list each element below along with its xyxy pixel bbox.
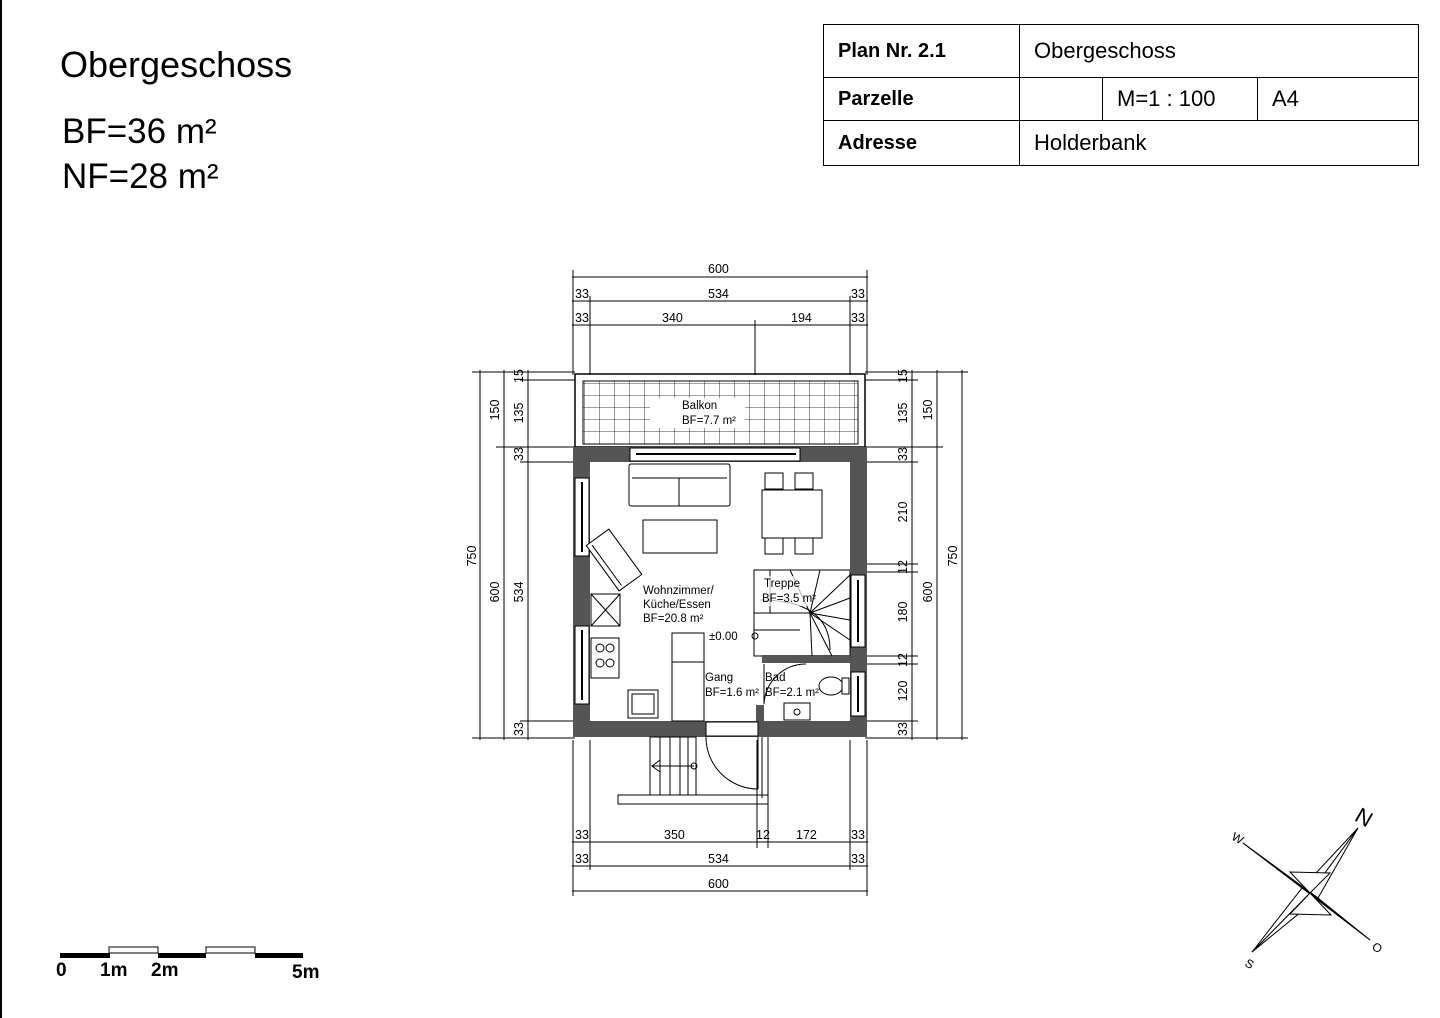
compass-rose [1243, 828, 1370, 952]
plan-label: Plan Nr. 2.1 [824, 25, 1020, 78]
balcony [575, 374, 865, 447]
compass-south: S [1242, 955, 1257, 972]
dim-bottom-seg-mid: 12 [756, 828, 770, 842]
compass-north: N [1350, 802, 1378, 833]
scale-label-1m: 1m [100, 960, 128, 981]
dim-right-total: 750 [946, 545, 960, 567]
wohn-name2: Küche/Essen [643, 599, 711, 611]
dim-bottom-wall-r: 33 [851, 828, 865, 842]
balkon-area: BF=7.7 m² [682, 415, 737, 427]
level-marker: ±0.00 [709, 631, 738, 643]
dim-bottom-total: 600 [708, 877, 729, 891]
compass-east: O [1369, 939, 1385, 957]
plan-value: Obergeschoss [1020, 25, 1419, 78]
bottom-dimensions [572, 740, 868, 896]
dim-left-balkon: 150 [488, 399, 502, 421]
scale-label-0: 0 [56, 960, 67, 981]
paper-format: A4 [1258, 78, 1419, 121]
gang-name: Gang [705, 672, 734, 684]
gang-area: BF=1.6 m² [705, 687, 760, 699]
dim-right-120: 120 [896, 680, 910, 702]
treppe-area: BF=3.5 m² [762, 593, 817, 605]
bad-name: Bad [765, 672, 786, 684]
scale-bar [60, 947, 303, 958]
adresse-value: Holderbank [1020, 121, 1419, 166]
dim-right-12b: 12 [896, 653, 910, 667]
net-area: NF=28 m² [62, 157, 219, 196]
wohn-area: BF=20.8 m² [643, 613, 704, 625]
dim-left-33b: 33 [512, 722, 526, 736]
dim-top-wall-r: 33 [851, 287, 865, 301]
dim-top-seg-a: 340 [662, 311, 683, 325]
dim-left-135: 135 [512, 402, 526, 424]
page-title: Obergeschoss [60, 44, 293, 85]
dim-top-wall-l: 33 [575, 287, 589, 301]
treppe-name: Treppe [764, 578, 801, 590]
wohn-name1: Wohnzimmer/ [643, 585, 714, 597]
dim-left-534: 534 [512, 581, 526, 603]
bad-area: BF=2.1 m² [765, 687, 820, 699]
dim-top-total: 600 [708, 262, 729, 276]
entrance-stairs [618, 737, 768, 804]
dim-bottom-seg-a: 350 [664, 828, 685, 842]
scale-value: M=1 : 100 [1103, 78, 1258, 121]
gross-area: BF=36 m² [62, 112, 217, 151]
parzelle-label: Parzelle [824, 78, 1020, 121]
dim-right-600: 600 [921, 581, 935, 603]
dim-right-135: 135 [896, 402, 910, 424]
dim-left-total: 750 [465, 545, 479, 567]
dim-left-600: 600 [488, 581, 502, 603]
dim-left-33a: 33 [512, 447, 526, 461]
compass-west: W [1229, 829, 1246, 848]
dim-right-33b: 33 [896, 722, 910, 736]
dim-bottom-wall-l2: 33 [575, 852, 589, 866]
dim-top-seg-b: 194 [791, 311, 812, 325]
top-dimensions [572, 270, 868, 375]
dim-right-150: 150 [921, 399, 935, 421]
dim-left-15: 15 [512, 369, 526, 383]
dim-right-180: 180 [896, 601, 910, 623]
dim-right-33a: 33 [896, 447, 910, 461]
dim-right-12a: 12 [896, 560, 910, 574]
dim-top-inner: 534 [708, 287, 729, 301]
left-dimensions [472, 370, 575, 740]
dim-right-15: 15 [896, 369, 910, 383]
dim-bottom-inner: 534 [708, 852, 729, 866]
dim-bottom-seg-b: 172 [796, 828, 817, 842]
dim-bottom-wall-l: 33 [575, 828, 589, 842]
dim-bottom-wall-r2: 33 [851, 852, 865, 866]
dim-top-wall-l2: 33 [575, 311, 589, 325]
dim-top-wall-r2: 33 [851, 311, 865, 325]
scale-label-5m: 5m [292, 962, 320, 983]
dim-right-210: 210 [896, 501, 910, 523]
scale-label-2m: 2m [151, 960, 179, 981]
balkon-name: Balkon [682, 400, 718, 412]
adresse-label: Adresse [824, 121, 1020, 166]
